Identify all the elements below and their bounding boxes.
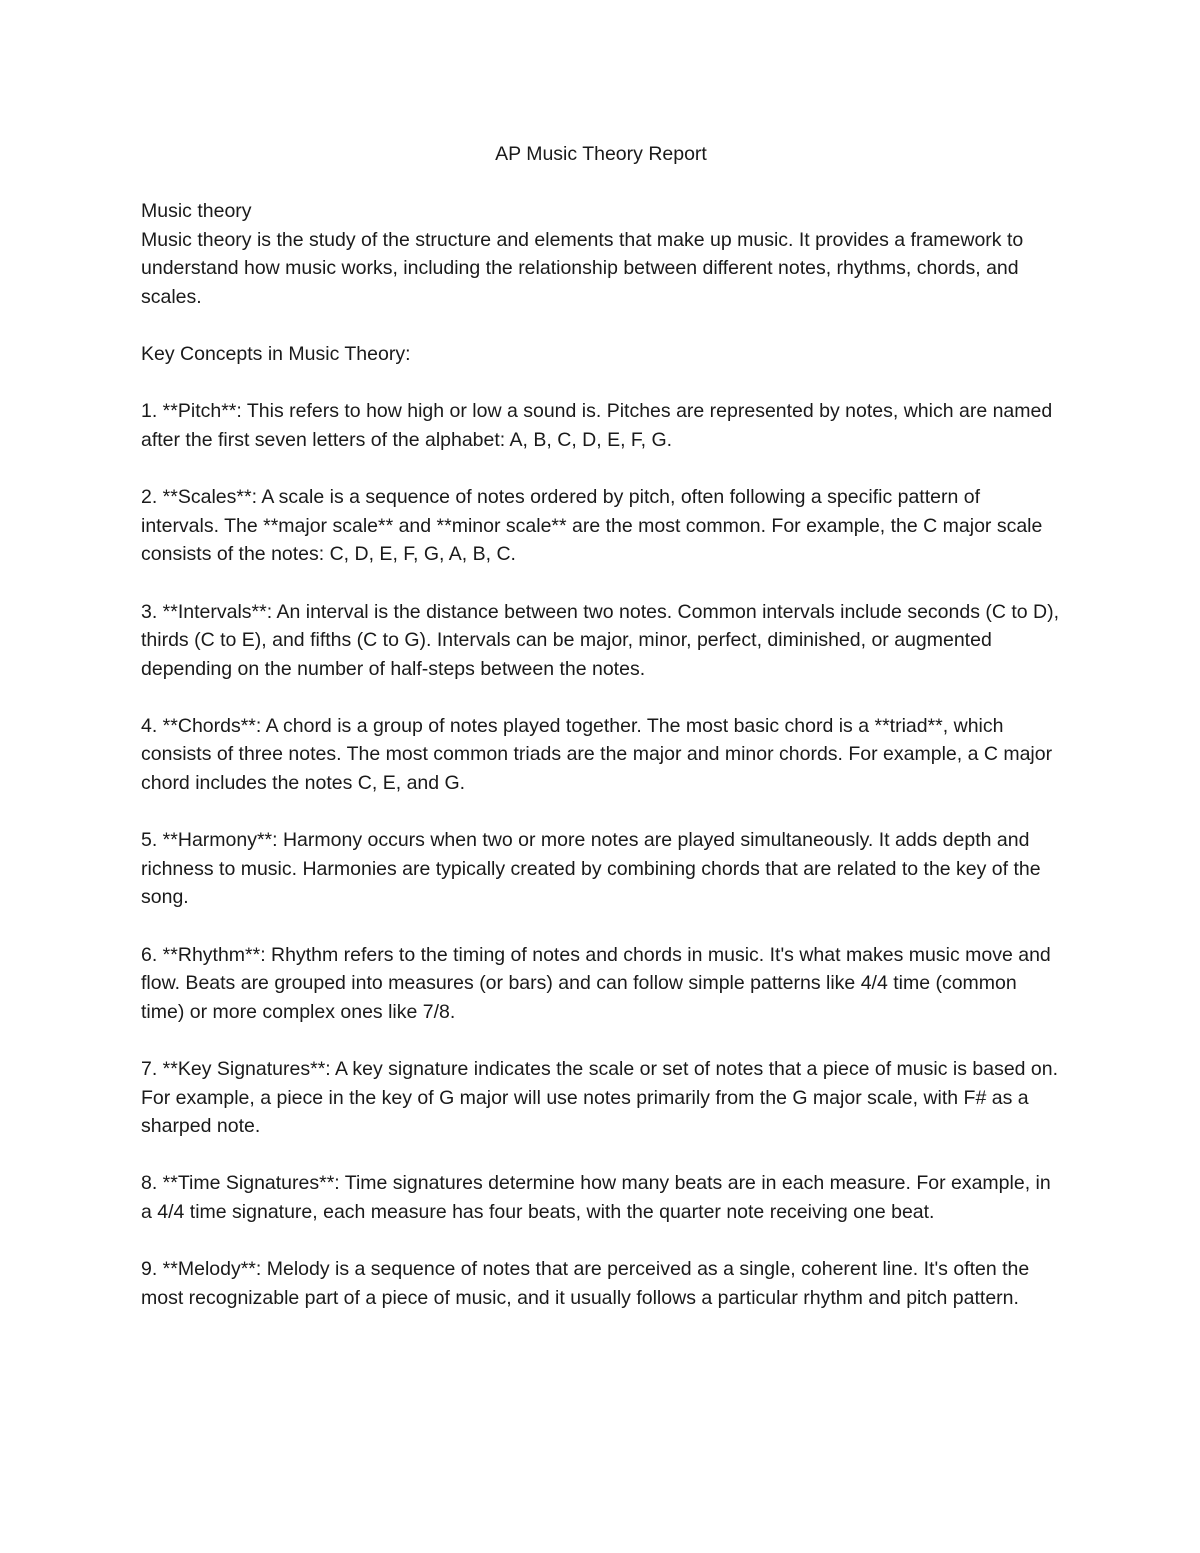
paragraph-gap <box>141 1141 1061 1170</box>
concept-item-key-signatures: 7. **Key Signatures**: A key signature indicates the scale or set of notes that a piece of music is based on. For example, a piece in the key of G major will use notes primarily from the G major scale, with F# as a sharped note. <box>141 1058 1059 1138</box>
paragraph-gap <box>141 683 1061 712</box>
section-heading: Music theory <box>141 200 252 223</box>
concepts-heading: Key Concepts in Music Theory: <box>141 343 411 366</box>
concept-item-intervals: 3. **Intervals**: An interval is the distance between two notes. Common intervals include seconds (C to D), thirds (C to E), and fifths (C to G). Intervals can be major, minor, perfect, diminished, or augmented depending on the number of half-steps between the notes. <box>141 600 1060 680</box>
document-title: AP Music Theory Report <box>495 143 707 165</box>
paragraph-gap <box>141 569 1061 598</box>
concept-item-scales: 2. **Scales**: A scale is a sequence of notes ordered by pitch, often following a specific pattern of intervals. The **major scale** and **minor scale** are the most common. For example, the C major scale consists of the notes: C, D, E, F, G, A, B, C. <box>141 486 1043 566</box>
paragraph-gap <box>141 1026 1061 1055</box>
concept-item-harmony: 5. **Harmony**: Harmony occurs when two or more notes are played simultaneously. It adds depth and richness to music. Harmonies are typically created by combining chords that are related to the key of the song. <box>141 829 1041 909</box>
paragraph-gap <box>141 912 1061 941</box>
concept-item-time-signatures: 8. **Time Signatures**: Time signatures determine how many beats are in each measure. For example, in a 4/4 time signature, each measure has four beats, with the quarter note receiving one beat. <box>141 1172 1051 1223</box>
paragraph-gap <box>141 1227 1061 1256</box>
concept-item-rhythm: 6. **Rhythm**: Rhythm refers to the timing of notes and chords in music. It's what makes music move and flow. Beats are grouped into measures (or bars) and can follow simple patterns like 4/4 time (common time) or more complex ones like 7/8. <box>141 943 1051 1023</box>
paragraph-gap <box>141 798 1061 827</box>
paragraph-gap <box>141 312 1061 341</box>
document-body <box>141 140 1061 1312</box>
paragraph-gap <box>141 369 1061 398</box>
concept-item-pitch: 1. **Pitch**: This refers to how high or low a sound is. Pitches are represented by notes, which are named after the first seven letters of the alphabet: A, B, C, D, E, F, G. <box>141 400 1053 451</box>
concept-item-melody: 9. **Melody**: Melody is a sequence of notes that are perceived as a single, coherent line. It's often the most recognizable part of a piece of music, and it usually follows a particular rhythm and pitch pattern. <box>141 1258 1030 1309</box>
intro-paragraph: Music theory is the study of the structure and elements that make up music. It provides a framework to understand how music works, including the relationship between different notes, rhythms, chords, and scales. <box>141 228 1024 308</box>
concept-item-chords: 4. **Chords**: A chord is a group of notes played together. The most basic chord is a **triad**, which consists of three notes. The most common triads are the major and minor chords. For example, a C major chord includes the notes C, E, and G. <box>141 714 1053 795</box>
paragraph-gap <box>141 455 1061 484</box>
